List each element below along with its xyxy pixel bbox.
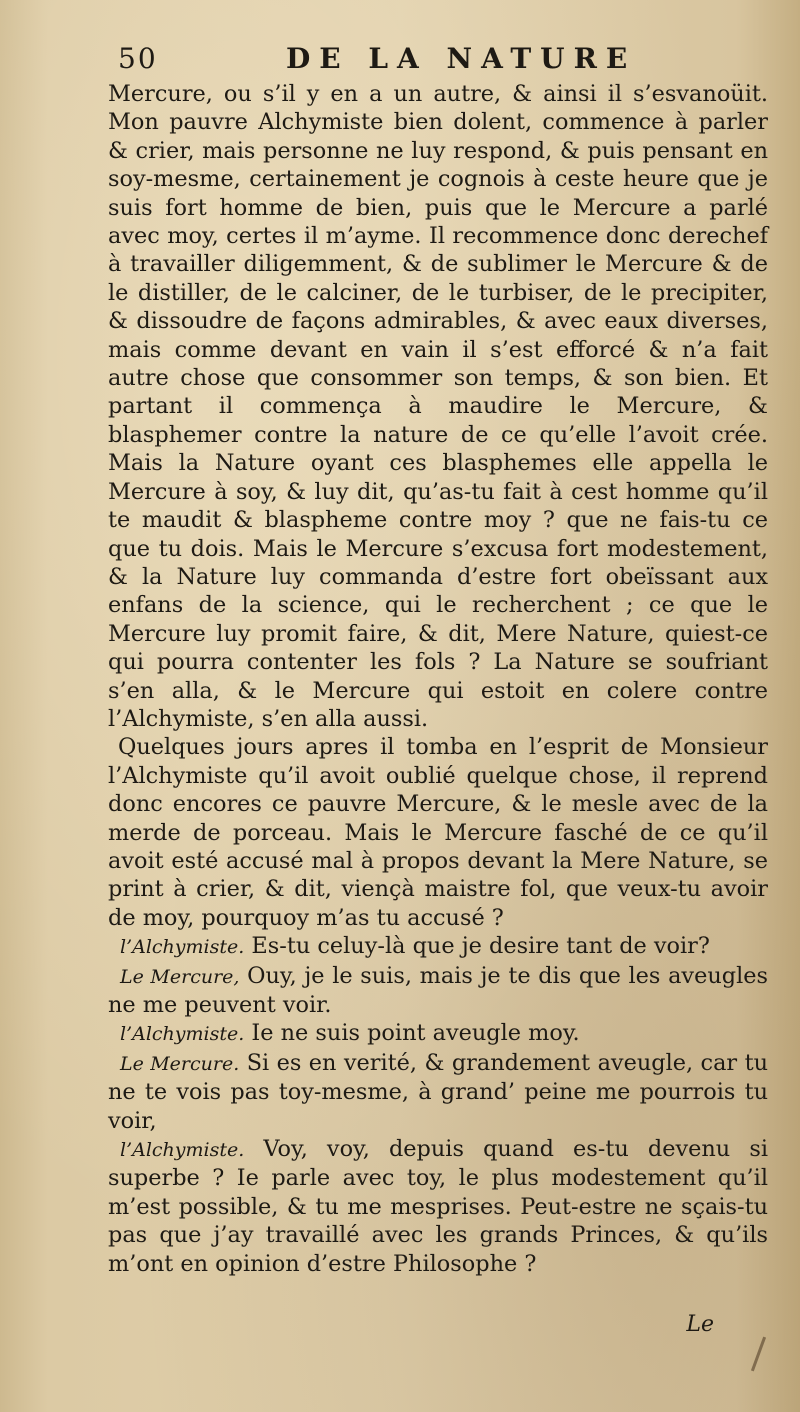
paragraph-2: Quelques jours apres il tomba en l’esprit de Monsieur l’Alchymiste qu’il avoit oublié quelque chose, il reprend donc encores ce pauvre Mercure, & le mesle avec de la merde de porceau. Mais le Mercure fasché de ce qu’il avoit esté accusé mal à propos devant la Mere Nature, se print à crier, & dit, viençà maistre fol, que veux-tu avoir de moy, pourquoy m’as tu accusé ?	[108, 734, 768, 931]
speech-text: Ouy, je le suis, mais je te dis que les aveugles ne me peuvent voir.	[108, 962, 768, 1018]
dialogue-line	[108, 1019, 768, 1048]
dialogue-line	[108, 932, 768, 961]
speaker-label: l’Alchymiste.	[120, 1023, 245, 1046]
speech-text: Es-tu celuy-là que je desire tant de voir?	[251, 933, 710, 960]
dialogue-line	[108, 1049, 768, 1135]
catchword: Le	[686, 1312, 714, 1337]
speaker-label: l’Alchymiste.	[120, 936, 245, 959]
speech-text: Voy, voy, depuis quand es-tu devenu si superbe ? Ie parle avec toy, le plus modestement qu’il m’est possible, & tu me mesprises. Peut-estre ne sçais-tu pas que j’ay travaillé avec les grands Princes, & qu’ils m’ont en opinion d’estre Philosophe ?	[108, 1136, 768, 1277]
speaker-label: l’Alchymiste.	[120, 1139, 245, 1162]
speaker-label: Le Mercure.	[120, 1052, 240, 1075]
running-title: DE LA NATURE	[286, 42, 637, 75]
dialogue-line	[108, 962, 768, 1020]
speech-text: Si es en verité, & grandement aveugle, car tu ne te vois pas toy-mesme, à grand’ peine me pourrois tu voir,	[108, 1049, 768, 1134]
speech-text: Ie ne suis point aveugle moy.	[251, 1020, 580, 1047]
page-number: 50	[118, 42, 158, 75]
speaker-label: Le Mercure,	[120, 965, 240, 988]
ink-mark	[751, 1337, 766, 1372]
text-block	[108, 80, 768, 1278]
dialogue-line	[108, 1135, 768, 1278]
running-head	[118, 42, 758, 82]
paragraph-1: Mercure, ou s’il y en a un autre, & ainsi il s’esvanoüit. Mon pauvre Alchymiste bien dolent, commence à parler & crier, mais personne ne luy respond, & puis pensant en soy-mesme, certainement je cognois à ceste heure que je suis fort homme de bien, puis que le Mercure a parlé avec moy, certes il m’ayme. Il recommence donc derechef à travailler diligemment, & de sublimer le Mercure & de le distiller, de le calciner, de le turbiser, de le precipiter, & dissoudre de façons admirables, & avec eaux diverses, mais comme devant en vain il s’est efforcé & n’a fait autre chose que consommer son temps, & son bien. Et partant il commença à maudire le Mercure, & blasphemer contre la nature de ce qu’elle l’avoit crée. Mais la Nature oyant ces blasphemes elle appella le Mercure à soy, & luy dit, qu’as-tu fait à cest homme qu’il te maudit & blaspheme contre moy ? que ne fais-tu ce que tu dois. Mais le Mercure s’excusa fort modestement, & la Nature luy commanda d’estre fort obeïssant aux enfans de la science, qui le recherchent ; ce que le Mercure luy promit faire, & dit, Mere Nature, quiest-ce qui pourra contenter les fols ? La Nature se soufriant s’en alla, & le Mercure qui estoit en colere contre l’Alchymiste, s’en alla aussi.	[108, 81, 768, 732]
